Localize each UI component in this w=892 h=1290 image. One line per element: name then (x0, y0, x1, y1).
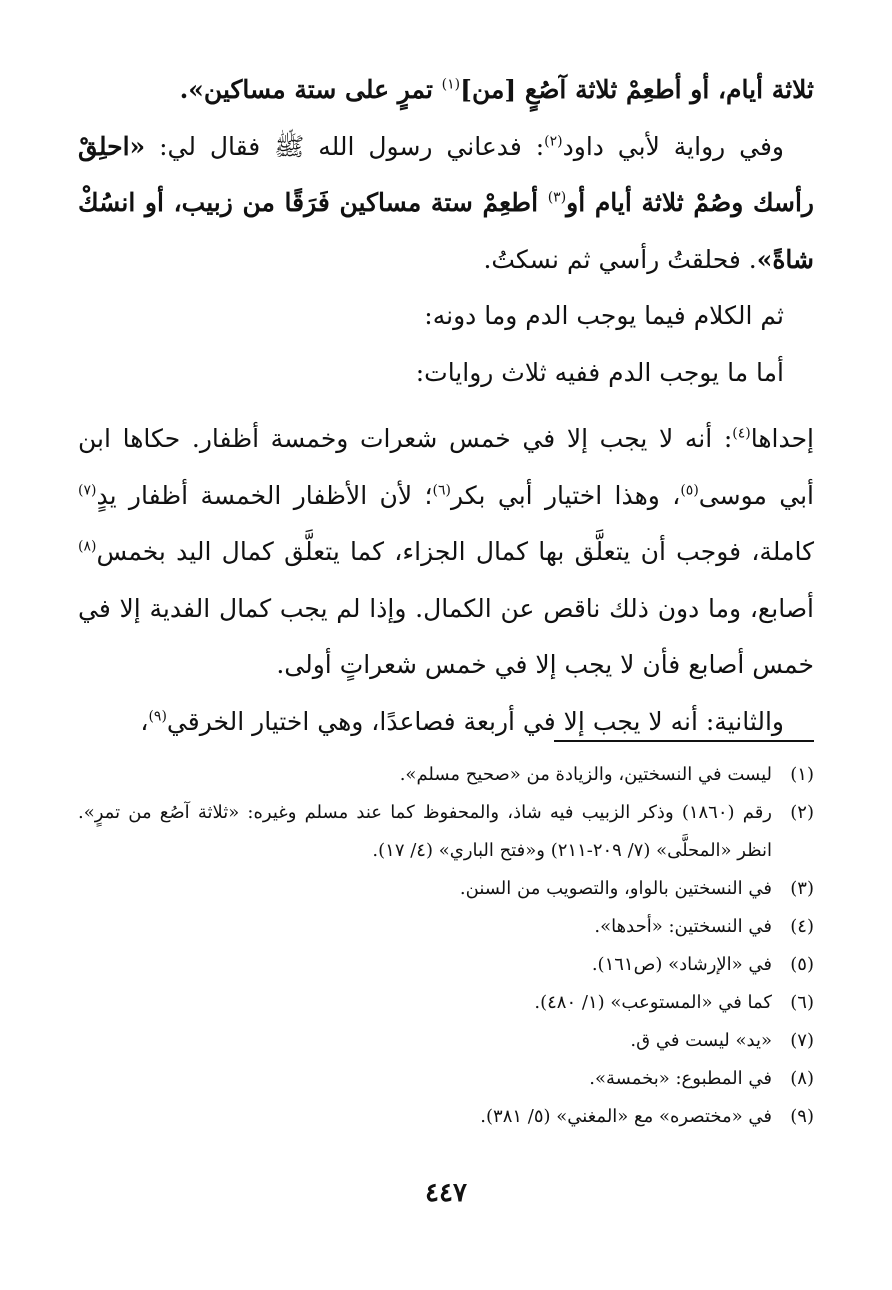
text-segment: ، وهذا اختيار أبي بكر (450, 480, 681, 510)
main-text (78, 62, 814, 750)
paragraph (78, 345, 814, 402)
text-segment: ، (140, 706, 149, 736)
footnote (78, 756, 814, 794)
footnote-text: رقم (١٨٦٠) وذكر الزبيب فيه شاذ، والمحفوظ كما عند مسلم وغيره: «ثلاثة آصُع من تمرٍ». انظر «المحلَّى» (٧/ ٢٠٩-٢١١) و«فتح الباري» (٤/ ١٧). (78, 802, 772, 861)
paragraph (78, 62, 814, 119)
footnote-text: في «الإرشاد» (ص١٦١). (591, 954, 772, 975)
footnote (78, 1060, 814, 1098)
text-segment: أصابع، وما دون ذلك ناقص عن الكمال. وإذا لم يجب كمال الفدية إلا في خمس أصابع فأن لا يجب إلا في خمس شعراتٍ أولى. (78, 593, 814, 679)
text-segment: ثم الكلام فيما يوجب الدم وما دونه: (424, 301, 784, 330)
text-segment: : فدعاني رسول الله ﷺ فقال لي: (145, 131, 545, 161)
footnote-number: (٥) (790, 954, 814, 975)
footnote (78, 984, 814, 1022)
footnote-number: (٣) (790, 878, 814, 899)
footnote-ref: (٩) (148, 708, 167, 725)
footnote-number: (٦) (790, 992, 814, 1013)
footnote (78, 1022, 814, 1060)
footnote-number: (١) (790, 764, 814, 785)
footnote (78, 794, 814, 870)
hadith-text: ثلاثة أيام، أو أطعِمْ ثلاثة آصُعٍ [من] (460, 75, 814, 104)
footnote-separator (554, 740, 814, 742)
footnote-text: ليست في النسختين، والزيادة من «صحيح مسلم». (399, 764, 772, 785)
footnote-text: في النسختين: «أحدها». (594, 916, 772, 937)
text-segment: : أنه لا يجب إلا في خمس شعرات وخمسة أظفار. حكاها ابن أبي موسى (78, 424, 814, 510)
paragraph (78, 119, 814, 289)
footnote-number: (٩) (790, 1106, 814, 1127)
footnote (78, 908, 814, 946)
footnote-ref: (٧) (78, 482, 97, 499)
paragraph (78, 411, 814, 694)
footnote-text: في «مختصره» مع «المغني» (٥/ ٣٨١). (480, 1106, 772, 1127)
text-segment: والثانية: أنه لا يجب إلا في أربعة فصاعدًا، وهي اختيار الخرقي (166, 706, 784, 736)
footnote-ref: (١) (441, 76, 461, 93)
footnote-text: «يد» ليست في ق. (630, 1030, 772, 1051)
footnote-ref: (٨) (78, 538, 97, 555)
footnote (78, 870, 814, 908)
footnote-ref: (٣) (547, 189, 567, 206)
footnote-text: في النسختين بالواو، والتصويب من السنن. (459, 878, 772, 899)
footnote-ref: (٦) (432, 482, 451, 499)
hadith-text: أطعِمْ ستة مساكين فَرَقًا من زبيب، أو انسُكْ شاةً» (78, 188, 814, 274)
footnote-text: كما في «المستوعب» (١/ ٤٨٠). (534, 992, 772, 1013)
page-number: ٤٤٧ (425, 1178, 467, 1208)
footnote-number: (٤) (790, 916, 814, 937)
footnote (78, 946, 814, 984)
text-segment: . فحلقتُ رأسي ثم نسكتُ. (483, 244, 757, 274)
footnote-number: (٧) (790, 1030, 814, 1051)
paragraph (78, 288, 814, 345)
text-segment: ؛ لأن الأظفار الخمسة أظفار يدٍ (96, 480, 433, 510)
body-text (78, 62, 814, 750)
footnote-number: (٢) (790, 802, 814, 823)
footnote-text: في المطبوع: «بخمسة». (589, 1068, 772, 1089)
footnote-ref: (٥) (680, 482, 699, 499)
footnote-number: (٨) (790, 1068, 814, 1089)
hadith-text: تمرٍ على ستة مساكين». (179, 75, 442, 104)
footnote-ref: (٤) (732, 425, 751, 442)
text-segment: إحداها (750, 424, 814, 453)
text-segment: وفي رواية لأبي داود (562, 131, 784, 161)
footnote-ref: (٢) (544, 133, 563, 150)
hadith-text: «احلِقْ رأسك وصُمْ ثلاثة أيام أو (78, 131, 815, 217)
text-segment: كاملة، فوجب أن يتعلَّق بها كمال الجزاء، كما يتعلَّق كمال اليد بخمس (96, 537, 814, 566)
text-segment: أما ما يوجب الدم ففيه ثلاث روايات: (415, 357, 784, 387)
footnotes (78, 756, 814, 1136)
footnote (78, 1098, 814, 1136)
